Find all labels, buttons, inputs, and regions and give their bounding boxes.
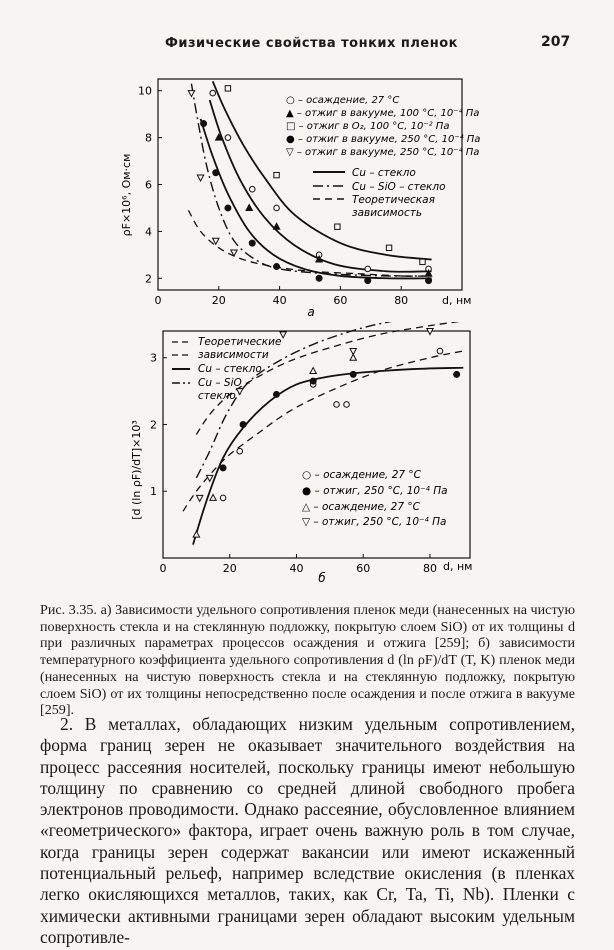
data-point bbox=[193, 531, 199, 537]
data-point bbox=[197, 495, 203, 501]
data-point bbox=[246, 204, 252, 210]
x-tick-label: 80 bbox=[394, 294, 409, 307]
legend-a-marker-4: ● – отжиг в вакууме, 250 °C, 10⁻⁴ Па bbox=[286, 134, 481, 145]
x-tick-label: 0 bbox=[159, 562, 167, 575]
page-number: 207 bbox=[541, 34, 571, 50]
data-point bbox=[237, 448, 243, 454]
y-tick-label: 2 bbox=[145, 272, 152, 286]
data-point bbox=[273, 223, 279, 229]
y-tick-label: 1 bbox=[150, 485, 157, 499]
chart-a-xlabel: d, нм bbox=[442, 294, 472, 307]
data-point bbox=[273, 391, 279, 397]
chart-b bbox=[0, 322, 614, 594]
y-tick-label: 6 bbox=[145, 178, 152, 192]
x-tick-label: 20 bbox=[222, 562, 237, 575]
data-point bbox=[213, 170, 219, 176]
legend-a-line-4: зависимость bbox=[352, 207, 423, 219]
chart-b-panel-label: б bbox=[318, 571, 326, 585]
data-point bbox=[201, 121, 207, 127]
legend-a-marker-1: ○ – осаждение, 27 °C bbox=[286, 95, 400, 106]
page-header-title: Физические свойства тонких пленок bbox=[165, 36, 458, 51]
legend-b-line-4: Cu – SiO – bbox=[198, 377, 251, 389]
data-point bbox=[225, 86, 230, 91]
legend-b-line-2: зависимости bbox=[198, 349, 269, 361]
data-point bbox=[249, 186, 255, 192]
legend-b-marker-2: ● – отжиг, 250 °C, 10⁻⁴ Па bbox=[302, 485, 448, 497]
legend-b-marker-4: ▽ – отжиг, 250 °C, 10⁻⁴ Па bbox=[302, 516, 447, 528]
data-point bbox=[316, 275, 322, 281]
curve-theory bbox=[188, 210, 431, 276]
data-point bbox=[350, 349, 356, 355]
legend-b-marker-1: ○ – осаждение, 27 °C bbox=[302, 469, 422, 481]
data-point bbox=[197, 175, 203, 181]
legend-b-line-3: Cu – стекло bbox=[198, 363, 262, 375]
data-point bbox=[210, 90, 216, 96]
data-point bbox=[274, 172, 279, 177]
data-point bbox=[310, 378, 316, 384]
data-point bbox=[365, 278, 371, 284]
data-point bbox=[437, 348, 443, 354]
data-point bbox=[335, 224, 340, 229]
y-tick-label: 8 bbox=[145, 131, 152, 145]
legend-b-line-5: стекло bbox=[198, 390, 236, 402]
data-point bbox=[240, 421, 246, 427]
y-tick-label: 4 bbox=[145, 225, 152, 239]
data-point bbox=[454, 371, 460, 377]
legend-a-marker-2: ▲ – отжиг в вакууме, 100 °C, 10⁻⁴ Па bbox=[286, 108, 480, 119]
legend-a-marker-3: □ – отжиг в O₂, 100 °C, 10⁻² Па bbox=[286, 121, 450, 132]
chart-a-panel-label: а bbox=[307, 305, 315, 319]
data-point bbox=[237, 389, 243, 395]
x-tick-label: 0 bbox=[154, 294, 162, 307]
data-point bbox=[426, 278, 432, 284]
data-point bbox=[365, 266, 371, 272]
legend-a-line-2: Cu – SiO – стекло bbox=[352, 181, 446, 193]
x-tick-label: 20 bbox=[211, 294, 226, 307]
data-point bbox=[350, 371, 356, 377]
legend-b-marker-3: △ – осаждение, 27 °C bbox=[302, 501, 420, 513]
data-point bbox=[220, 495, 226, 501]
legend-a-line-3: Теоретическая bbox=[352, 194, 435, 206]
data-point bbox=[249, 240, 255, 246]
data-point bbox=[334, 402, 340, 408]
chart-b-ylabel: [d (ln ρF)/dT]×10³ bbox=[130, 420, 143, 520]
x-tick-label: 40 bbox=[289, 562, 304, 575]
chart-a-ylabel: ρF×10⁶, Ом·см bbox=[120, 153, 133, 237]
body-paragraph: 2. В металлах, обладающих низким удельным сопротивлением, форма границ зерен не оказывает значительного воздействия на процесс рассеяния носителей, поскольку границы имеют небольшую толщину по сравнению со средней длиной свободного пробега электронов проводимости. Однако рассеяние, обусловленное влиянием «геометрического» фактора, играет очень важную роль в том случае, когда границы зерен содержат вакансии или имеют искаженный потенциальный рельеф, например вследствие окисления (в пленках легко окисляющихся металлов, таких, как Cr, Ta, Ti, Nb). Пленки с химически активными границами зерен обладают высоким удельным сопротивле- bbox=[40, 714, 575, 947]
chart-b-xlabel: d, нм bbox=[443, 560, 473, 573]
figure-caption: Рис. 3.35. а) Зависимости удельного сопротивления пленок меди (нанесенных на чистую поверхность стекла и на стеклянную подложку, покрытую слоем SiO) от их толщины d при различных параметрах процессов осаждения и отжига [259]; б) зависимости температурного коэффициента удельного сопротивления d (ln ρF)/dT (T, K) пленок меди (нанесенных на чистую поверхность стекла и на стеклянную подложку, покрытую слоем SiO) от их толщины непосредственно после осаждения и после отжига в вакууме [259]. bbox=[40, 602, 575, 719]
y-tick-label: 3 bbox=[150, 351, 157, 365]
x-tick-label: 60 bbox=[333, 294, 348, 307]
data-point bbox=[344, 402, 350, 408]
x-tick-label: 40 bbox=[272, 294, 287, 307]
data-point bbox=[188, 91, 194, 97]
x-tick-label: 80 bbox=[422, 562, 437, 575]
chart-a bbox=[0, 70, 614, 320]
y-tick-label: 10 bbox=[138, 84, 152, 98]
data-point bbox=[225, 205, 231, 211]
x-tick-label: 60 bbox=[356, 562, 371, 575]
data-point bbox=[386, 245, 391, 250]
data-point bbox=[274, 205, 280, 211]
data-point bbox=[420, 259, 425, 264]
data-point bbox=[225, 135, 231, 141]
y-tick-label: 2 bbox=[150, 418, 157, 432]
data-point bbox=[220, 465, 226, 471]
legend-a-line-1: Cu – стекло bbox=[352, 167, 416, 179]
data-point bbox=[310, 368, 316, 374]
data-point bbox=[274, 264, 280, 270]
data-point bbox=[210, 494, 216, 500]
legend-b-line-1: Теоретические bbox=[198, 336, 282, 348]
legend-a-marker-5: ▽ – отжиг в вакууме, 250 °C, 10⁻⁴ Па bbox=[286, 147, 480, 158]
